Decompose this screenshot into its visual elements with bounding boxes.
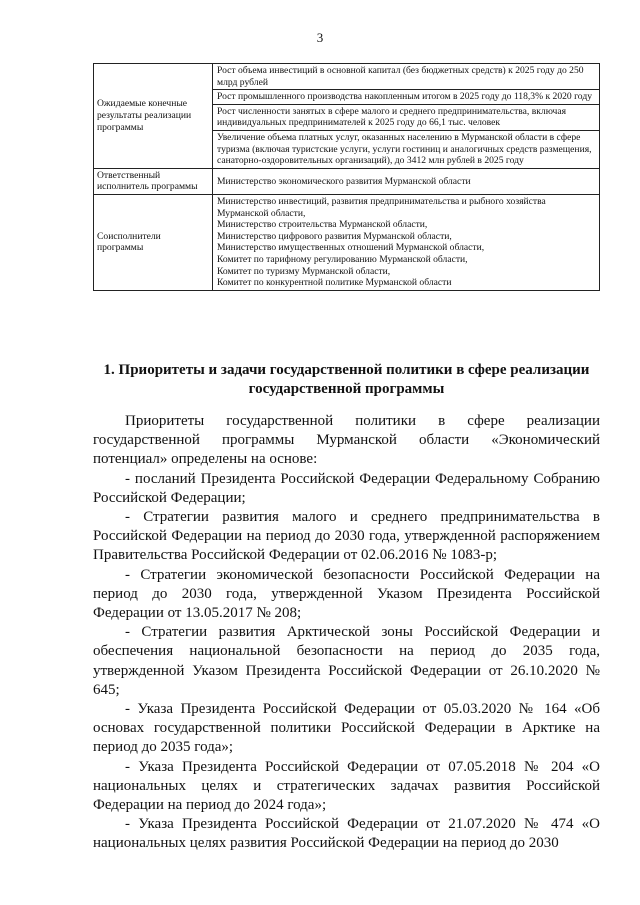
- coexecutor-item: Министерство цифрового развития Мурманской области,: [217, 230, 452, 242]
- basis-item: - Указа Президента Российской Федерации от 07.05.2018 № 204 «О национальных целях и стратегических задачах развития Российской Федерации на период до 2024 года»;: [93, 758, 600, 814]
- body-text: [93, 412, 600, 854]
- results-item: Рост объема инвестиций в основной капитал (без бюджетных средств) к 2025 году до 250 млрд рублей: [213, 64, 600, 90]
- table-row: [94, 194, 600, 290]
- results-item: Увеличение объема платных услуг, оказанных населению в Мурманской области в сфере туризма (включая туристские услуги, услуги гостиниц и аналогичных средств размещения, санаторно-оздоровительных организаций), до 3412 млн рублей в 2025 году: [213, 130, 600, 168]
- coexecutor-item: Министерство инвестиций, развития предпринимательства и рыбного хозяйства Мурманской области,: [217, 195, 546, 219]
- coexecutors-list: [213, 194, 600, 290]
- basis-item: - Указа Президента Российской Федерации от 05.03.2020 № 164 «Об основах государственной политики Российской Федерации в Арктике на период до 2035 года»;: [93, 701, 600, 756]
- intro-paragraph: Приоритеты государственной политики в сфере реализации государственной программы Мурманской области «Экономический потенциал» определены на основе:: [93, 413, 600, 468]
- basis-item: - Указа Президента Российской Федерации от 21.07.2020 № 474 «О национальных целях развития Российской Федерации на период до 2030: [93, 816, 600, 852]
- results-item: Рост промышленного производства накопленным итогом в 2025 году до 118,3% к 2020 году: [213, 90, 600, 105]
- coexecutor-item: Министерство строительства Мурманской области,: [217, 219, 428, 231]
- coexecutor-item: Министерство имущественных отношений Мурманской области,: [217, 242, 485, 254]
- coexecutor-item: Комитет по тарифному регулированию Мурманской области,: [217, 253, 468, 265]
- program-passport-table: [93, 63, 600, 291]
- table-row: [94, 168, 600, 194]
- table-row: [94, 64, 600, 90]
- responsible-value: Министерство экономического развития Мурманской области: [213, 168, 600, 194]
- page-number: 3: [316, 30, 324, 45]
- responsible-label: Ответственный исполнитель программы: [94, 168, 213, 194]
- section-heading: 1. Приоритеты и задачи государственной политики в сфере реализации государственной программы: [103, 362, 590, 397]
- results-label: Ожидаемые конечные результаты реализации программы: [94, 64, 213, 169]
- basis-item: - Стратегии экономической безопасности Российской Федерации на период до 2030 года, утвержденной Указом Президента Российской Федерации от 13.05.2017 № 208;: [93, 566, 600, 622]
- basis-item: - Стратегии развития малого и среднего предпринимательства в Российской Федерации на период до 2030 года, утвержденной распоряжением Правительства Российской Федерации от 02.06.2016 № 1083-р;: [93, 509, 600, 564]
- basis-item: - Стратегии развития Арктической зоны Российской Федерации и обеспечения национальной безопасности на период до 2035 года, утвержденной Указом Президента Российской Федерации от 26.10.2020 № 645;: [93, 624, 600, 698]
- results-item: Рост численности занятых в сфере малого и среднего предпринимательства, включая индивидуальных предпринимателей к 2025 году до 66,1 тыс. человек: [213, 104, 600, 130]
- coexecutors-label: Соисполнители программы: [94, 194, 213, 290]
- basis-item: - посланий Президента Российской Федерации Федеральному Собранию Российской Федерации;: [93, 470, 600, 506]
- coexecutor-item: Комитет по конкурентной политике Мурманской области: [217, 277, 452, 289]
- coexecutor-item: Комитет по туризму Мурманской области,: [217, 265, 391, 277]
